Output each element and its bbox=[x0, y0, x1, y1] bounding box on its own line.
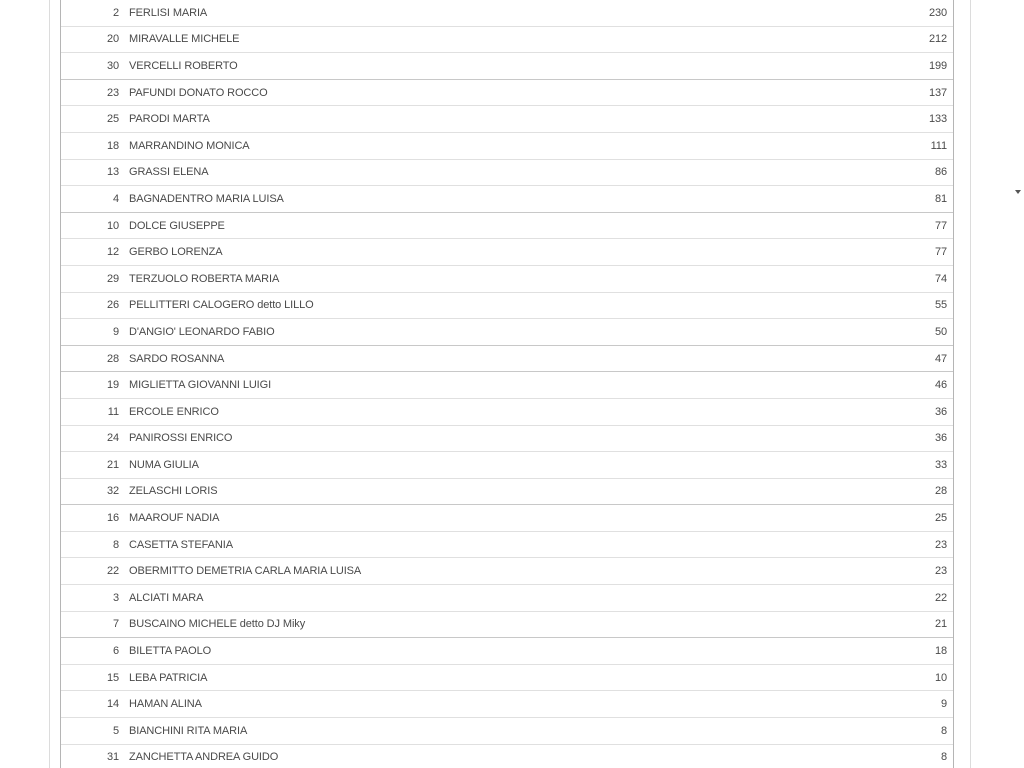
candidate-name: MARRANDINO MONICA bbox=[129, 139, 250, 152]
table-row bbox=[61, 558, 953, 585]
candidate-votes: 199 bbox=[928, 59, 947, 72]
results-table bbox=[60, 0, 954, 768]
candidate-number: 12 bbox=[106, 246, 119, 259]
candidate-number: 32 bbox=[106, 485, 119, 498]
candidate-votes: 230 bbox=[928, 6, 947, 19]
candidate-votes: 8 bbox=[940, 724, 947, 737]
candidate-name: D'ANGIO' LEONARDO FABIO bbox=[129, 325, 275, 338]
candidate-name: BIANCHINI RITA MARIA bbox=[129, 724, 248, 737]
candidate-number: 29 bbox=[106, 272, 119, 285]
candidate-number: 14 bbox=[106, 698, 119, 711]
candidate-name: FERLISI MARIA bbox=[129, 6, 208, 19]
candidate-number: 28 bbox=[106, 352, 119, 365]
table-row bbox=[61, 0, 953, 27]
candidate-number: 8 bbox=[112, 538, 119, 551]
table-row bbox=[61, 612, 953, 639]
table-row bbox=[61, 505, 953, 532]
table-row bbox=[61, 239, 953, 266]
table-row bbox=[61, 479, 953, 506]
candidate-votes: 133 bbox=[928, 113, 947, 126]
chevron-down-icon[interactable] bbox=[1015, 190, 1021, 194]
candidate-name: ERCOLE ENRICO bbox=[129, 405, 219, 418]
candidate-number: 16 bbox=[106, 512, 119, 525]
candidate-number: 7 bbox=[112, 618, 119, 631]
candidate-votes: 137 bbox=[928, 86, 947, 99]
candidate-name: MIRAVALLE MICHELE bbox=[129, 33, 240, 46]
candidate-number: 24 bbox=[106, 432, 119, 445]
candidate-number: 13 bbox=[106, 166, 119, 179]
table-row bbox=[61, 665, 953, 692]
candidate-number: 22 bbox=[106, 565, 119, 578]
table-row bbox=[61, 133, 953, 160]
candidate-name: GRASSI ELENA bbox=[129, 166, 209, 179]
candidate-number: 21 bbox=[106, 458, 119, 471]
candidate-name: MIGLIETTA GIOVANNI LUIGI bbox=[129, 379, 272, 392]
candidate-votes: 28 bbox=[934, 485, 947, 498]
candidate-votes: 9 bbox=[940, 698, 947, 711]
table-row bbox=[61, 160, 953, 187]
table-row bbox=[61, 585, 953, 612]
candidate-number: 3 bbox=[112, 591, 119, 604]
candidate-name: MAAROUF NADIA bbox=[129, 512, 220, 525]
candidate-name: NUMA GIULIA bbox=[129, 458, 199, 471]
candidate-number: 30 bbox=[106, 59, 119, 72]
candidate-number: 6 bbox=[112, 645, 119, 658]
candidate-votes: 86 bbox=[934, 166, 947, 179]
candidate-name: CASETTA STEFANIA bbox=[129, 538, 233, 551]
candidate-votes: 36 bbox=[934, 432, 947, 445]
candidate-votes: 111 bbox=[930, 139, 947, 152]
table-row bbox=[61, 745, 953, 768]
candidate-name: VERCELLI ROBERTO bbox=[129, 59, 238, 72]
candidate-name: GERBO LORENZA bbox=[129, 246, 223, 259]
candidate-votes: 8 bbox=[940, 751, 947, 764]
table-row bbox=[61, 372, 953, 399]
candidate-votes: 23 bbox=[934, 538, 947, 551]
table-row bbox=[61, 346, 953, 373]
candidate-votes: 77 bbox=[934, 246, 947, 259]
table-row bbox=[61, 638, 953, 665]
candidate-name: BILETTA PAOLO bbox=[129, 645, 212, 658]
table-row bbox=[61, 452, 953, 479]
table-row bbox=[61, 426, 953, 453]
candidate-number: 15 bbox=[106, 671, 119, 684]
candidate-name: ZANCHETTA ANDREA GUIDO bbox=[129, 751, 279, 764]
table-row bbox=[61, 106, 953, 133]
candidate-name: ALCIATI MARA bbox=[129, 591, 204, 604]
candidate-name: LEBA PATRICIA bbox=[129, 671, 208, 684]
table-row bbox=[61, 718, 953, 745]
candidate-name: DOLCE GIUSEPPE bbox=[129, 219, 225, 232]
candidate-votes: 25 bbox=[934, 512, 947, 525]
candidate-votes: 22 bbox=[934, 591, 947, 604]
table-row bbox=[61, 213, 953, 240]
candidate-number: 4 bbox=[112, 192, 119, 205]
candidate-name: PANIROSSI ENRICO bbox=[129, 432, 233, 445]
candidate-number: 23 bbox=[106, 86, 119, 99]
candidate-votes: 33 bbox=[934, 458, 947, 471]
candidate-number: 10 bbox=[106, 219, 119, 232]
candidate-number: 11 bbox=[107, 405, 119, 418]
candidate-name: ZELASCHI LORIS bbox=[129, 485, 218, 498]
table-row bbox=[61, 80, 953, 107]
table-row bbox=[61, 399, 953, 426]
candidate-votes: 10 bbox=[934, 671, 947, 684]
candidate-votes: 18 bbox=[934, 645, 947, 658]
candidate-name: PELLITTERI CALOGERO detto LILLO bbox=[129, 299, 314, 312]
candidate-votes: 47 bbox=[934, 352, 947, 365]
candidate-number: 26 bbox=[106, 299, 119, 312]
candidate-name: HAMAN ALINA bbox=[129, 698, 202, 711]
candidate-number: 20 bbox=[106, 33, 119, 46]
candidate-number: 31 bbox=[106, 751, 119, 764]
table-row bbox=[61, 27, 953, 54]
candidate-votes: 74 bbox=[934, 272, 947, 285]
candidate-name: PARODI MARTA bbox=[129, 113, 210, 126]
candidate-name: BAGNADENTRO MARIA LUISA bbox=[129, 192, 284, 205]
candidate-votes: 81 bbox=[934, 192, 947, 205]
candidate-number: 2 bbox=[112, 6, 119, 19]
candidate-name: BUSCAINO MICHELE detto DJ Miky bbox=[129, 618, 306, 631]
candidate-number: 19 bbox=[106, 379, 119, 392]
candidate-number: 9 bbox=[112, 325, 119, 338]
candidate-number: 25 bbox=[106, 113, 119, 126]
candidate-votes: 50 bbox=[934, 325, 947, 338]
candidate-number: 18 bbox=[106, 139, 119, 152]
candidate-votes: 46 bbox=[934, 379, 947, 392]
candidate-name: OBERMITTO DEMETRIA CARLA MARIA LUISA bbox=[129, 565, 362, 578]
candidate-name: TERZUOLO ROBERTA MARIA bbox=[129, 272, 280, 285]
candidate-votes: 23 bbox=[934, 565, 947, 578]
candidate-number: 5 bbox=[112, 724, 119, 737]
candidate-name: PAFUNDI DONATO ROCCO bbox=[129, 86, 268, 99]
table-row bbox=[61, 293, 953, 320]
candidate-name: SARDO ROSANNA bbox=[129, 352, 225, 365]
candidate-votes: 77 bbox=[934, 219, 947, 232]
table-row bbox=[61, 691, 953, 718]
candidate-votes: 212 bbox=[928, 33, 947, 46]
candidate-votes: 55 bbox=[934, 299, 947, 312]
table-row bbox=[61, 53, 953, 80]
candidate-votes: 21 bbox=[934, 618, 947, 631]
table-row bbox=[61, 319, 953, 346]
table-row bbox=[61, 186, 953, 213]
table-row bbox=[61, 266, 953, 293]
candidate-votes: 36 bbox=[934, 405, 947, 418]
table-row bbox=[61, 532, 953, 559]
